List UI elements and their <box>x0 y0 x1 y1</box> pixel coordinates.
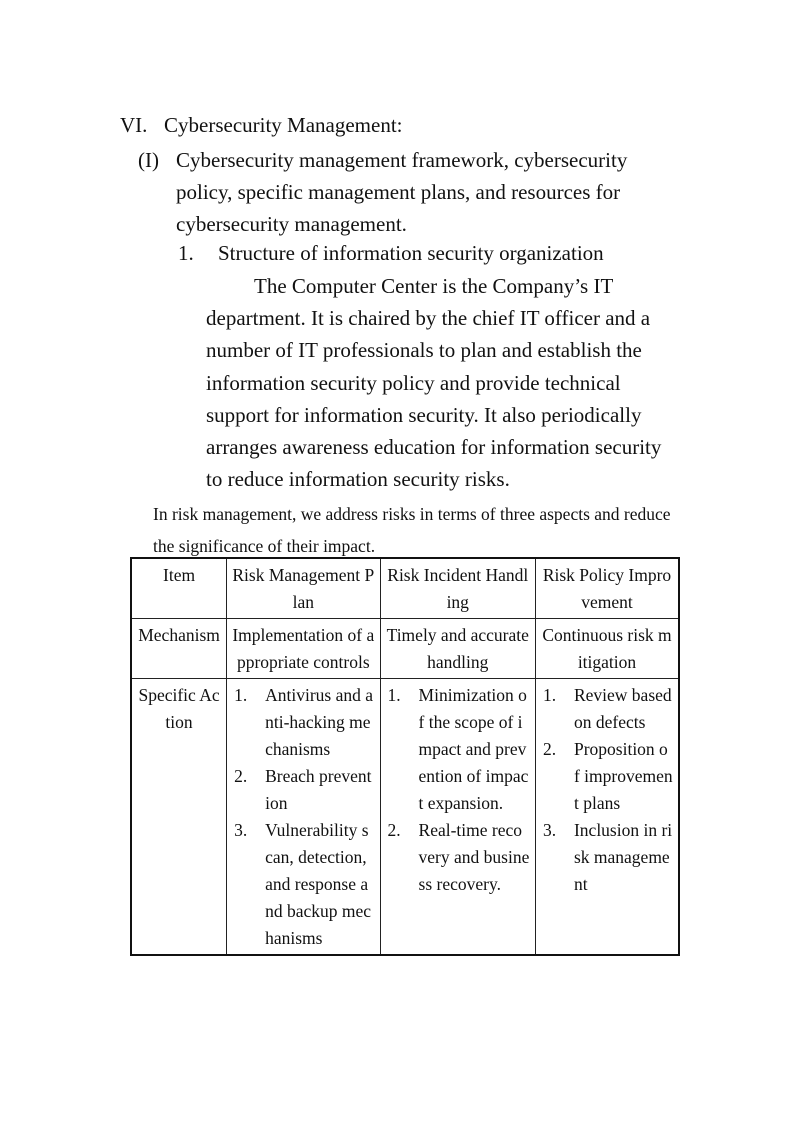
row-label-mechanism: Mechanism <box>131 619 227 679</box>
subsection-heading <box>138 144 668 240</box>
list-number: 1. <box>234 685 248 705</box>
section-title: Cybersecurity Management: <box>164 113 403 137</box>
list-number: 1. <box>387 685 401 705</box>
list-item <box>541 817 673 898</box>
list-number: 3. <box>542 820 557 840</box>
action-list <box>386 682 530 898</box>
list-text: Antivirus and anti-hacking mechanisms <box>265 685 373 759</box>
list-item <box>541 682 673 736</box>
item-heading <box>178 240 604 266</box>
list-text: Inclusion in risk management <box>573 820 673 894</box>
row-label-specific-action: Specific Action <box>131 679 227 956</box>
list-item <box>541 736 673 817</box>
item-title: Structure of information security organization <box>218 241 604 265</box>
section-number: VI. <box>120 113 148 137</box>
subsection-number: (I) <box>138 148 159 172</box>
mechanism-cell: Timely and accurate handling <box>380 619 535 679</box>
action-list <box>232 682 374 952</box>
section-heading <box>120 112 403 138</box>
list-item <box>232 682 374 763</box>
item-paragraph: The Computer Center is the Company’s IT department. It is chaired by the chief IT officer and a number of IT professionals to plan and establish the information security policy and provide technical support for information security. It also periodically arranges awareness education for information security to reduce information security risks. <box>206 274 662 492</box>
item-number: 1. <box>178 241 194 265</box>
list-number: 2. <box>234 766 248 786</box>
action-cell <box>380 679 535 956</box>
table-header-row <box>131 558 679 619</box>
table-row-mechanism <box>131 619 679 679</box>
list-number: 1. <box>542 685 557 705</box>
header-risk-policy-improvement: Risk Policy Improvement <box>535 558 679 619</box>
action-cell <box>535 679 679 956</box>
mechanism-cell: Implementation of appropriate controls <box>227 619 380 679</box>
header-risk-incident-handling: Risk Incident Handling <box>380 558 535 619</box>
mechanism-cell: Continuous risk mitigation <box>535 619 679 679</box>
subsection-title: Cybersecurity management framework, cybersecurity policy, specific management plans, and resources for cybersecurity management. <box>176 148 628 236</box>
list-text: Proposition of improvement plans <box>573 739 673 813</box>
list-text: Real-time recovery and business recovery. <box>418 820 530 894</box>
list-item <box>232 763 374 817</box>
list-text: Vulnerability scan, detection, and response and backup mechanisms <box>265 820 372 948</box>
header-risk-management-plan: Risk Management Plan <box>227 558 380 619</box>
list-text: Breach prevention <box>265 766 372 813</box>
header-item: Item <box>131 558 227 619</box>
list-text: Review based on defects <box>573 685 672 732</box>
list-number: 2. <box>387 820 401 840</box>
table-row-specific-action <box>131 679 679 956</box>
action-cell <box>227 679 380 956</box>
list-number: 2. <box>542 739 557 759</box>
risk-management-note: In risk management, we address risks in terms of three aspects and reduce the significance of their impact. <box>153 504 671 556</box>
list-item <box>386 682 530 817</box>
risk-management-table <box>130 557 680 956</box>
list-number: 3. <box>234 820 248 840</box>
action-list <box>541 682 673 898</box>
list-text: Minimization of the scope of impact and prevention of impact expansion. <box>418 685 529 813</box>
list-item <box>232 817 374 952</box>
list-item <box>386 817 530 898</box>
